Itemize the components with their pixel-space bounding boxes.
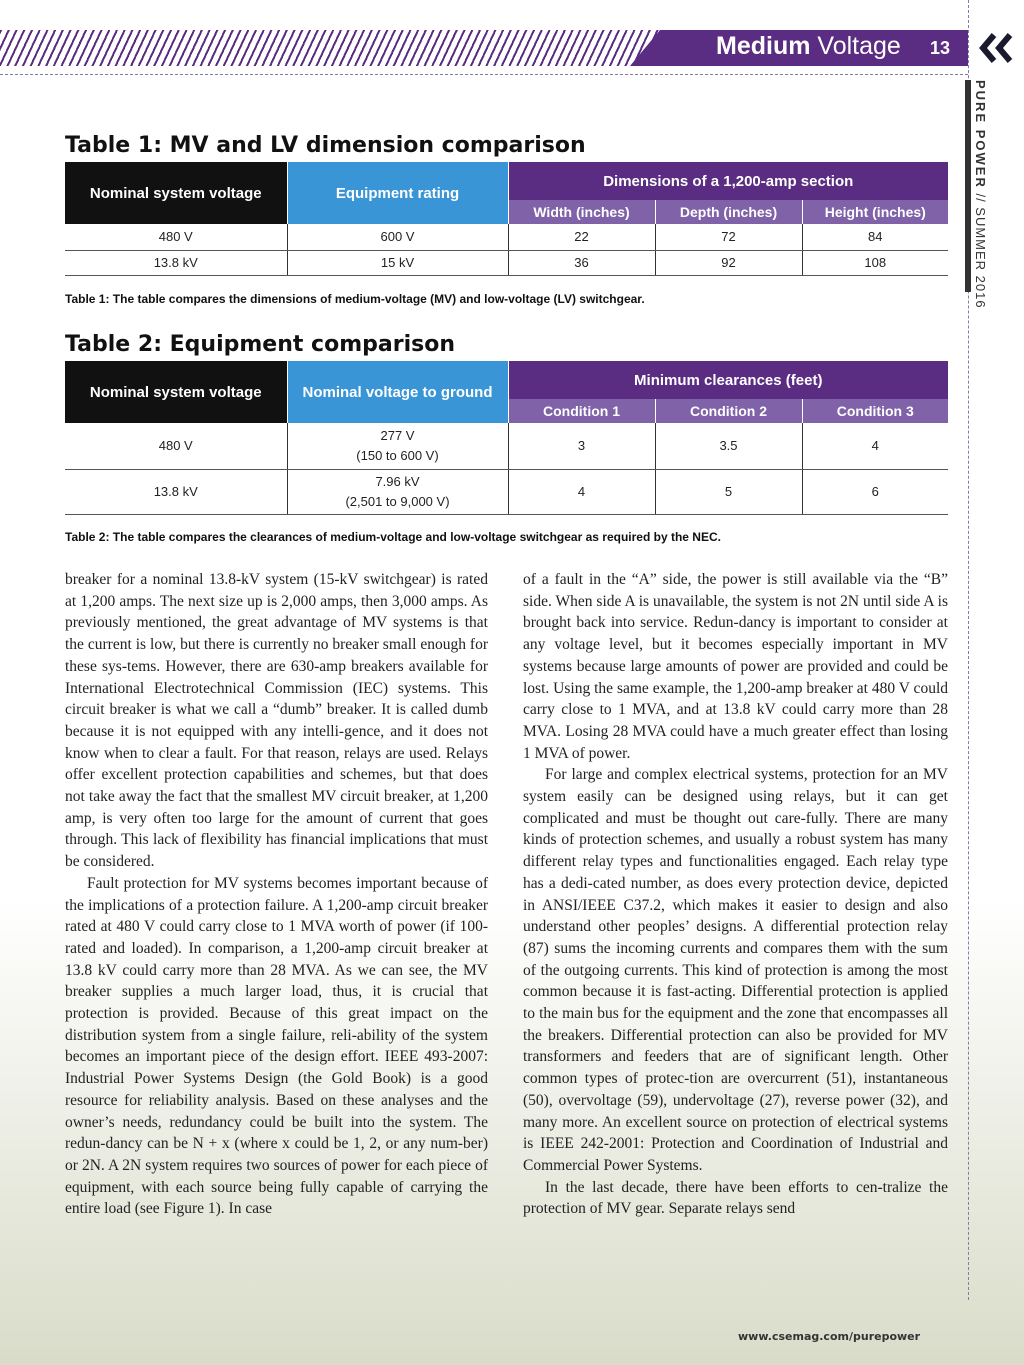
body-paragraph: breaker for a nominal 13.8-kV system (15-kV switchgear) is rated at 1,200 amps. The next size up is 2,000 amps, then 3,000 amps. As previously mentioned, the great advantage of MV systems is that the current is low, but there is currently no breaker small enough for these sys-tems. However, there are 630-amp breakers available for International Electrotechnical Commission (IEC) systems. This circuit breaker is what we call a “dumb” breaker. It is called dumb because it is not equipped with any intelli-gence, and it does not know when to clear a fault. For that reason, relays are used. Relays offer excellent protection capabilities and schemes, but that does not take away the fact that the smallest MV circuit breaker, at 1,200 amp, is very often too large for the amount of current that goes through. This lack of flexibility has financial implications that must be considered. <box>65 571 488 871</box>
table-cell: 5 <box>655 469 802 514</box>
section-title-rest: Voltage <box>817 32 901 60</box>
table-row <box>65 224 948 250</box>
header-stripe-pattern <box>0 30 660 66</box>
table1-caption: Table 1: The table compares the dimensions of medium-voltage (MV) and low-voltage (LV) switchgear. <box>65 292 645 306</box>
body-paragraph: In the last decade, there have been efforts to cen-tralize the protection of MV gear. Separate relays send <box>523 1178 948 1218</box>
table2-title: Table 2: Equipment comparison <box>65 332 455 357</box>
table-row <box>65 250 948 275</box>
body-paragraph: of a fault in the “A” side, the power is still available via the “B” side. When side A is unavailable, the system is not 2N until side A is brought back into service. Redun-dancy is important to consider at any voltage level, but it becomes especially important in MV systems because large amounts of power are provided and could be lost. Using the same example, the 1,200-amp breaker at 480 V could carry close to 1 MVA, and at 13.8 kV could carry more than 28 MVA. Losing 28 MVA could have a much greater effect than losing 1 MVA of power. <box>523 571 948 762</box>
table-cell: 480 V <box>65 224 287 250</box>
table-cell: 6 <box>802 469 948 514</box>
body-paragraph: For large and complex electrical systems, protection for an MV system easily can be designed using relays, but it can get complicated and must be thought out care-fully. There are many kinds of protection schemes, and usually a robust system has many different relay types and functionalities engaged. Each relay type has a dedi-cated number, as does every protection device, depicted in ANSI/IEEE C37.2, which makes it easier to design and also understand other peoples’ designs. A differential protection relay (87) sums the incoming currents and compares them with the sum of the outgoing currents. This kind of protection is among the most common because it is fast-acting. Differential protection is applied to the main bus for the equipment and the zone that encompasses all the breakers. Differential protection can also be provided for MV transformers and feeders that are of significant length. Other common types of protec-tion are overcurrent (51), instantaneous (50), overvoltage (59), undervoltage (27), reverse power (32), and many more. An excellent source on protection of electrical systems is IEEE 242-2001: Protection and Coordination of Industrial and Commercial Power Systems. <box>523 766 948 1174</box>
double-chevron-left-icon <box>974 30 1018 66</box>
table2-caption: Table 2: The table compares the clearances of medium-voltage and low-voltage switchgear as required by the NEC. <box>65 530 721 544</box>
ground-voltage: 277 V <box>380 427 415 443</box>
table-row <box>65 469 948 514</box>
table-cell: 92 <box>655 250 802 275</box>
table1-header-width: Width (inches) <box>508 200 655 224</box>
table-cell <box>287 423 508 469</box>
table-cell: 3.5 <box>655 423 802 469</box>
table-cell: 15 kV <box>287 250 508 275</box>
table1-header-height: Height (inches) <box>802 200 948 224</box>
table1 <box>65 162 948 276</box>
section-title-bold: Medium <box>716 32 811 60</box>
publication-sidebar <box>973 80 988 309</box>
table2-header-condition3: Condition 3 <box>802 399 948 423</box>
table-cell: 3 <box>508 423 655 469</box>
table-cell: 72 <box>655 224 802 250</box>
table-cell: 22 <box>508 224 655 250</box>
table-cell: 84 <box>802 224 948 250</box>
page-number: 13 <box>930 38 951 58</box>
ground-voltage-range: (2,501 to 9,000 V) <box>345 493 450 509</box>
table-row <box>65 423 948 469</box>
table-cell: 108 <box>802 250 948 275</box>
table2-header-voltage: Nominal system voltage <box>65 361 287 423</box>
table-cell: 36 <box>508 250 655 275</box>
table-cell: 600 V <box>287 224 508 250</box>
ground-voltage: 7.96 kV <box>375 473 420 489</box>
table1-header-dimensions: Dimensions of a 1,200-amp section <box>508 162 948 200</box>
publication-name: PURE POWER <box>973 80 988 189</box>
section-title <box>716 32 901 61</box>
sidebar-accent-bar <box>965 80 971 292</box>
table1-title: Table 1: MV and LV dimension comparison <box>65 133 586 158</box>
body-column-left <box>65 569 488 1220</box>
table-cell <box>287 469 508 514</box>
issue-date: // SUMMER 2016 <box>973 188 988 309</box>
table-cell: 13.8 kV <box>65 250 287 275</box>
table2-header-condition1: Condition 1 <box>508 399 655 423</box>
header-divider <box>0 74 968 75</box>
table1-header-depth: Depth (inches) <box>655 200 802 224</box>
table2-header-clearances: Minimum clearances (feet) <box>508 361 948 399</box>
table2 <box>65 361 948 515</box>
footer-url[interactable]: www.csemag.com/purepower <box>738 1330 921 1343</box>
table2-header-condition2: Condition 2 <box>655 399 802 423</box>
body-column-right <box>523 569 948 1220</box>
table-cell: 480 V <box>65 423 287 469</box>
table1-header-voltage: Nominal system voltage <box>65 162 287 224</box>
table1-header-rating: Equipment rating <box>287 162 508 224</box>
body-paragraph: Fault protection for MV systems becomes important because of the implications of a protection failure. A 1,200-amp circuit breaker rated at 480 V could carry close to 1 MVA worth of power (if 100-rated and loaded). In comparison, a 1,200-amp circuit breaker at 13.8 kV could carry more than 28 MVA. As we can see, the MV breaker supplies a much larger load, thus, it is crucial that protection is provided. Because of this great impact on the distribution system from a single failure, reli-ability of the system becomes an important piece of the design effort. IEEE 493-2007: Industrial Power Systems Design (the Gold Book) is a good resource for reliability analysis. Based on these analyses and the owner’s needs, redundancy could be built into the system. The redun-dancy can be N + x (where x could be 1, 2, or any num-ber) or 2N. A 2N system requires two sources of power for each piece of equipment, with each source being fully capable of carrying the entire load (see Figure 1). In case <box>65 874 488 1218</box>
table2-header-ground: Nominal voltage to ground <box>287 361 508 423</box>
ground-voltage-range: (150 to 600 V) <box>356 447 439 463</box>
table-cell: 13.8 kV <box>65 469 287 514</box>
page-header <box>0 30 968 66</box>
table-cell: 4 <box>508 469 655 514</box>
table-cell: 4 <box>802 423 948 469</box>
